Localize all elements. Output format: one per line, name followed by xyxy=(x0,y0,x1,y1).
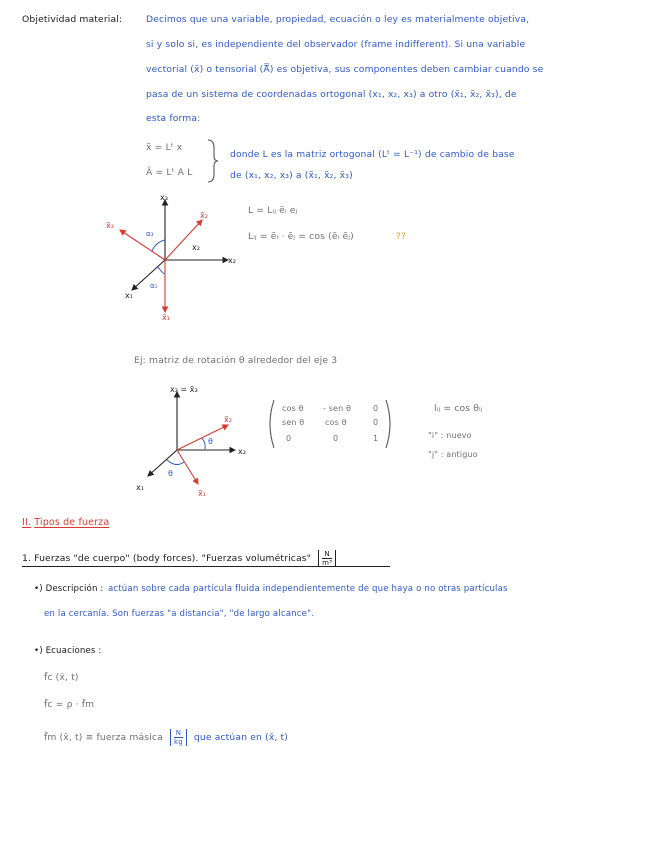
section-roman: II. xyxy=(22,517,32,528)
label-alpha3: α₃ xyxy=(146,230,154,238)
ecuaciones-label: •) Ecuaciones : xyxy=(34,646,102,656)
x2-tilde-axis xyxy=(165,220,202,260)
theta-arc-1 xyxy=(202,438,205,449)
label-x1: x₁ xyxy=(125,291,133,300)
objetividad-line-5: esta forma: xyxy=(146,113,201,124)
label-x2-2: x₂ xyxy=(238,447,246,456)
x2-tilde-axis-2 xyxy=(177,425,228,450)
L-definition: L = Lᵢⱼ ẽᵢ eⱼ xyxy=(248,205,298,216)
section-heading xyxy=(22,517,109,528)
objetividad-label: Objetividad material: xyxy=(22,14,123,25)
subsection-heading xyxy=(22,550,336,567)
matrix-r2-c0: 0 xyxy=(286,434,292,443)
brace xyxy=(205,138,221,184)
mass-unit-den: kg xyxy=(173,738,183,746)
label-x2-tilde: x̃₂ xyxy=(200,211,208,220)
eq-vector-transform: x̃ = Lᵗ x xyxy=(146,142,183,153)
rotation-example-diagram xyxy=(120,380,270,498)
section-title-b: fuerza xyxy=(78,517,110,528)
lij-cos: lᵢⱼ = cos θᵢⱼ xyxy=(434,403,483,414)
matrix-r1-c0: sen θ xyxy=(282,418,305,427)
objetividad-line-4: pasa de un sistema de coordenadas ortogonal (x₁, x₂, x₃) a otro (x̃₁, x̃₂, x̃₃), de xyxy=(146,89,517,100)
mass-unit xyxy=(170,729,187,746)
theta-arc-2 xyxy=(167,460,184,465)
objetividad-line-1: Decimos que una variable, propiedad, ecuación o ley es materialmente objetiva, xyxy=(146,14,530,25)
descripcion-label: •) Descripción : xyxy=(34,584,104,594)
matrix-r2-c1: 0 xyxy=(333,434,339,443)
eq-fc-rho-fm: f̄c = ρ · f̄m xyxy=(44,699,95,710)
label-x2: x₂ xyxy=(192,243,200,252)
matrix-r0-c0: cos θ xyxy=(282,404,304,413)
subsection-underline xyxy=(22,566,390,567)
label-x3-eq: x₃ = x̃₃ xyxy=(170,385,198,394)
label-x3: x₃ xyxy=(160,193,168,202)
label-x2-tilde-2: x̃₂ xyxy=(224,415,232,424)
where-line-2: de (x₁, x₂, x₃) a (x̃₁, x̃₂, x̃₃) xyxy=(230,170,353,181)
section-title-a: Tipos de xyxy=(34,517,79,528)
matrix-right-paren xyxy=(384,398,396,450)
objetividad-line-2: si y solo si, es independiente del observador (frame indifferent). Si una variable xyxy=(146,39,526,50)
unit-den: m³ xyxy=(322,559,333,567)
question-marks: ?? xyxy=(396,231,407,242)
matrix-r1-c1: cos θ xyxy=(325,418,347,427)
objetividad-line-3: vectorial (x̄) o tensorial (A̿) es objetiva, sus componentes deben cambiar cuando se xyxy=(146,64,544,75)
descripcion-line-1: actúan sobre cada partícula fluida independientemente de que haya o no otras partículas xyxy=(108,584,508,594)
label-theta-1: θ xyxy=(208,437,213,446)
subsection-title: 1. Fuerzas "de cuerpo" (body forces). "Fuerzas volumétricas" xyxy=(22,553,312,564)
where-line-1: donde L es la matriz ortogonal (Lᵗ = L⁻¹) de cambio de base xyxy=(230,149,515,160)
x1-tilde-axis-2 xyxy=(177,450,198,484)
eq-tensor-transform: Ã = Lᵗ A L xyxy=(146,167,193,178)
matrix-left-paren xyxy=(264,398,276,450)
label-x2-end: x₂ xyxy=(228,256,236,265)
matrix-r0-c1: - sen θ xyxy=(323,404,352,413)
i-note: "i" : nuevo xyxy=(428,431,472,440)
eq-fm-line xyxy=(44,729,288,746)
label-theta-2: θ xyxy=(168,469,173,478)
volumetric-unit xyxy=(318,550,336,567)
label-x1-tilde: x̃₁ xyxy=(162,313,170,322)
matrix-r0-c2: 0 xyxy=(373,404,379,413)
Lij-definition: Lᵢⱼ = ẽᵢ · ẽⱼ = cos (ẽᵢ ẽⱼ) xyxy=(248,231,354,242)
x3-tilde-axis xyxy=(120,230,165,260)
label-alpha1: α₁ xyxy=(150,282,158,290)
label-x1-2: x₁ xyxy=(136,483,144,492)
label-x1-tilde-2: x̃₁ xyxy=(198,489,206,498)
matrix-r2-c2: 1 xyxy=(373,434,379,443)
x1-axis xyxy=(132,260,165,290)
eq-fm: f̄m (x̄, t) ≡ fuerza másica xyxy=(44,732,163,743)
j-note: "j" : antiguo xyxy=(428,450,478,459)
coordinate-rotation-diagram xyxy=(100,190,250,325)
descripcion-line-2: en la cercanía. Son fuerzas "a distancia", "de largo alcance". xyxy=(44,609,315,619)
alpha3-arc xyxy=(152,240,165,251)
eq-fc-xt: f̄c (x̄, t) xyxy=(44,672,79,683)
alpha1-arc xyxy=(158,267,165,274)
unit-num: N xyxy=(322,550,332,559)
eq-fm-tail: que actúan en (x̄, t) xyxy=(193,732,289,743)
label-x3-tilde: x̃₃ xyxy=(106,221,114,230)
matrix-r1-c2: 0 xyxy=(373,418,379,427)
example-title: Ej: matriz de rotación θ alrededor del eje 3 xyxy=(134,355,338,366)
mass-unit-num: N xyxy=(175,729,182,737)
